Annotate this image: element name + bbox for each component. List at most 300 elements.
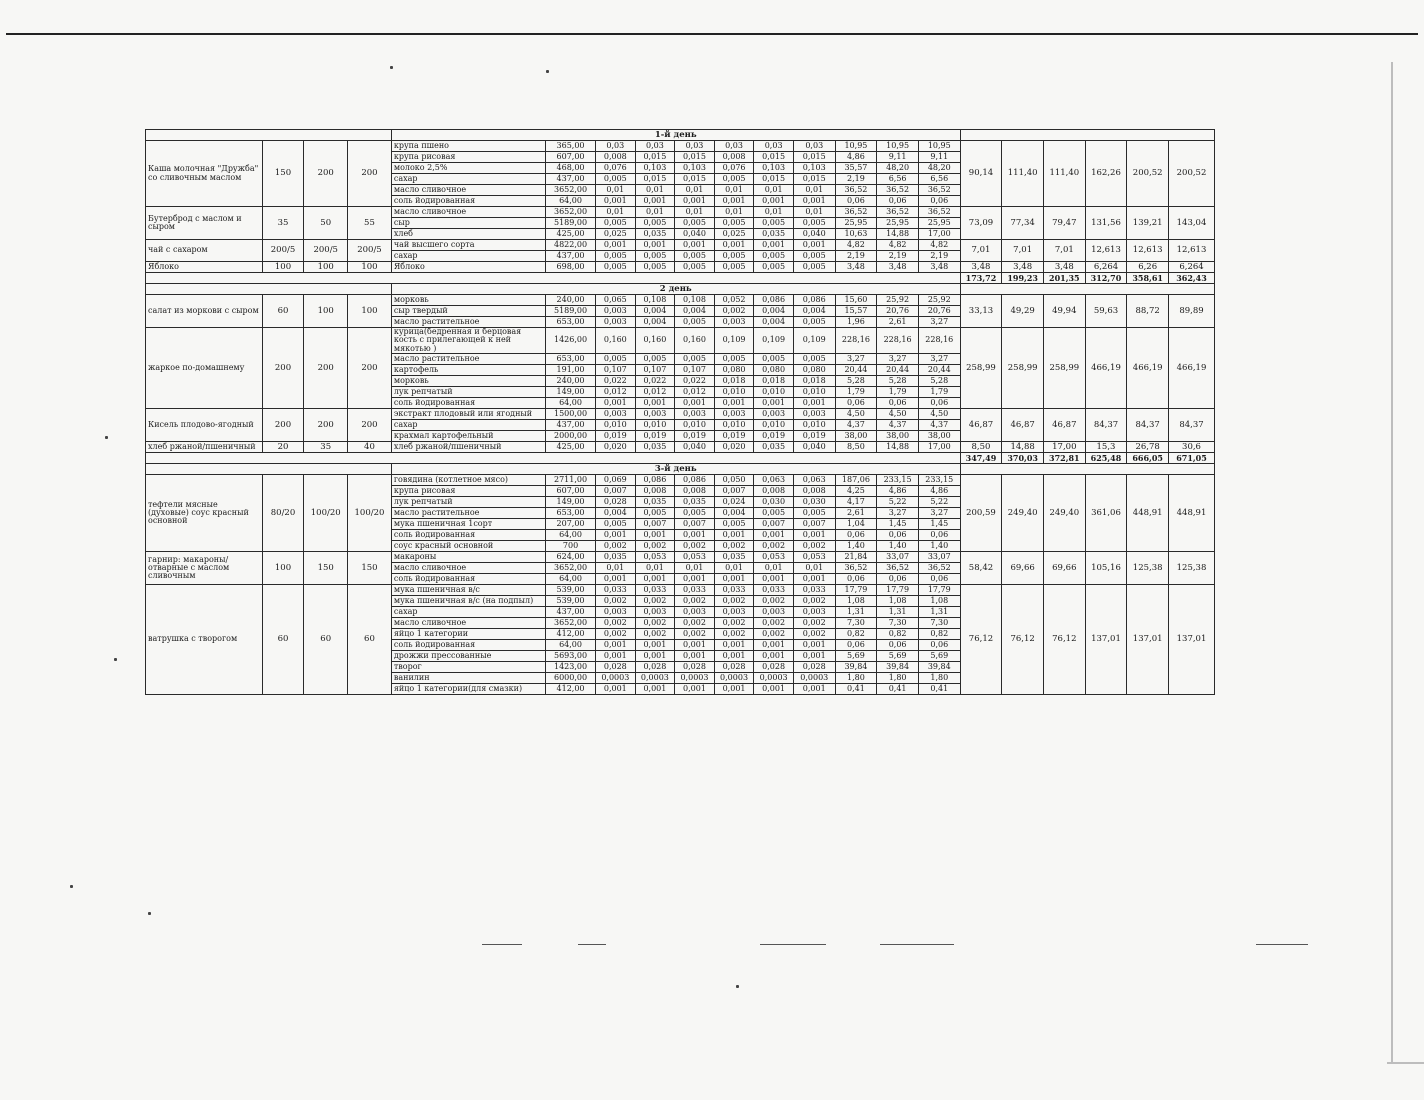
portion-size: 60 <box>262 585 304 695</box>
blank-cell <box>146 273 961 284</box>
ingredient-value: 5189,00 <box>546 218 596 229</box>
ingredient-value: 412,00 <box>546 629 596 640</box>
ingredient-value: 0,002 <box>635 541 675 552</box>
dish-total: 84,37 <box>1127 409 1169 442</box>
ingredient-name: говядина (котлетное мясо) <box>391 475 545 486</box>
ingredient-value: 5,28 <box>918 376 960 387</box>
ingredient-value: 4,25 <box>835 486 877 497</box>
ingredient-value: 1,80 <box>877 673 919 684</box>
ingredient-value: 0,03 <box>714 141 754 152</box>
ingredient-value: 0,005 <box>793 251 835 262</box>
dish-total: 200,59 <box>960 475 1002 552</box>
dish-total: 7,01 <box>1043 240 1085 262</box>
dish-name: Кисель плодово-ягодный <box>146 409 263 442</box>
blank-cell <box>146 464 392 475</box>
ingredient-value: 38,00 <box>918 431 960 442</box>
ingredient-value: 0,003 <box>754 607 794 618</box>
ingredient-value: 5,22 <box>877 497 919 508</box>
ingredient-value: 0,103 <box>675 163 715 174</box>
ingredient-value: 36,52 <box>877 185 919 196</box>
ingredient-value: 0,002 <box>793 629 835 640</box>
ingredient-value: 0,004 <box>675 306 715 317</box>
day-sum-value: 372,81 <box>1043 453 1085 464</box>
ingredient-value: 0,01 <box>793 185 835 196</box>
portion-size: 35 <box>304 442 348 453</box>
ingredient-value: 0,010 <box>754 420 794 431</box>
ingredient-value: 0,001 <box>754 684 794 695</box>
ingredient-value: 0,001 <box>675 240 715 251</box>
dish-name: жаркое по-домашнему <box>146 328 263 409</box>
ingredient-value: 1,45 <box>877 519 919 530</box>
ingredient-value: 5,28 <box>877 376 919 387</box>
ingredient-value: 0,003 <box>596 317 636 328</box>
dish-name: чай с сахаром <box>146 240 263 262</box>
ingredient-value: 0,003 <box>635 607 675 618</box>
ingredient-value: 0,019 <box>675 431 715 442</box>
ingredient-value: 0,025 <box>714 229 754 240</box>
ingredient-value: 0,076 <box>596 163 636 174</box>
ingredient-value: 4,37 <box>877 420 919 431</box>
portion-size: 200/5 <box>262 240 304 262</box>
ingredient-value: 653,00 <box>546 508 596 519</box>
day-sum-value: 312,70 <box>1085 273 1127 284</box>
ingredient-value: 0,001 <box>793 574 835 585</box>
dish-total: 143,04 <box>1169 207 1215 240</box>
ingredient-value: 0,06 <box>835 574 877 585</box>
ingredient-value: 0,028 <box>675 662 715 673</box>
ingredient-value: 0,41 <box>877 684 919 695</box>
ingredient-value: 64,00 <box>546 574 596 585</box>
ingredient-value: 0,035 <box>635 442 675 453</box>
dish-total: 76,12 <box>960 585 1002 695</box>
ingredient-value: 0,003 <box>714 409 754 420</box>
ingredient-value: 0,01 <box>635 185 675 196</box>
day-sum-row <box>146 453 1215 464</box>
ingredient-value: 624,00 <box>546 552 596 563</box>
portion-size: 200/5 <box>348 240 392 262</box>
ingredient-value: 0,0003 <box>714 673 754 684</box>
ingredient-value: 1,31 <box>877 607 919 618</box>
ingredient-value: 7,30 <box>877 618 919 629</box>
dish-total: 14,88 <box>1002 442 1044 453</box>
ingredient-value: 0,005 <box>754 262 794 273</box>
ingredient-value: 0,010 <box>714 387 754 398</box>
ingredient-value: 0,005 <box>793 218 835 229</box>
ingredient-value: 4,86 <box>918 486 960 497</box>
ingredient-name: курица(бедренная и берцовая кость с прилегающей к ней мякотью ) <box>391 328 545 354</box>
portion-size: 150 <box>304 552 348 585</box>
portion-size: 50 <box>304 207 348 240</box>
ingredient-value: 2000,00 <box>546 431 596 442</box>
ingredient-value: 0,008 <box>635 486 675 497</box>
ingredient-value: 0,019 <box>793 431 835 442</box>
ingredient-value: 4822,00 <box>546 240 596 251</box>
dish-total: 137,01 <box>1169 585 1215 695</box>
ingredient-value: 0,004 <box>754 306 794 317</box>
ingredient-value: 0,001 <box>714 640 754 651</box>
ingredient-value: 0,080 <box>714 365 754 376</box>
ingredient-value: 0,063 <box>754 475 794 486</box>
ingredient-value: 0,086 <box>635 475 675 486</box>
ingredient-value: 1,45 <box>918 519 960 530</box>
ingredient-value: 0,002 <box>635 618 675 629</box>
ingredient-value: 64,00 <box>546 530 596 541</box>
ingredient-value: 0,001 <box>793 530 835 541</box>
ingredient-value: 0,001 <box>635 574 675 585</box>
ingredient-value: 0,01 <box>596 563 636 574</box>
ingredient-value: 20,44 <box>835 365 877 376</box>
ingredient-row <box>146 552 1215 563</box>
ingredient-value: 0,015 <box>754 174 794 185</box>
ingredient-value: 0,005 <box>635 218 675 229</box>
ingredient-value: 0,005 <box>675 262 715 273</box>
ingredient-value: 0,001 <box>635 651 675 662</box>
ingredient-value: 0,001 <box>793 684 835 695</box>
ingredient-value: 0,108 <box>675 295 715 306</box>
ingredient-value: 8,50 <box>835 442 877 453</box>
ingredient-value: 0,003 <box>675 409 715 420</box>
day-title: 2 день <box>391 284 960 295</box>
ingredient-value: 0,001 <box>596 574 636 585</box>
ingredient-value: 0,033 <box>754 585 794 596</box>
portion-size: 100 <box>304 262 348 273</box>
ingredient-value: 0,065 <box>596 295 636 306</box>
ingredient-value: 0,002 <box>675 541 715 552</box>
ingredient-value: 3,48 <box>877 262 919 273</box>
blank-cell <box>146 453 961 464</box>
day-sum-value: 199,23 <box>1002 273 1044 284</box>
ingredient-value: 0,01 <box>675 207 715 218</box>
ingredient-value: 0,002 <box>714 306 754 317</box>
day-sum-value: 358,61 <box>1127 273 1169 284</box>
ingredient-value: 0,01 <box>714 207 754 218</box>
ingredient-value: 5,69 <box>835 651 877 662</box>
ingredient-value: 20,76 <box>918 306 960 317</box>
dish-total: 26,78 <box>1127 442 1169 453</box>
day-sum-row <box>146 273 1215 284</box>
ingredient-value: 2,19 <box>835 174 877 185</box>
ingredient-value: 48,20 <box>918 163 960 174</box>
ingredient-value: 0,41 <box>918 684 960 695</box>
ingredient-value: 2,19 <box>918 251 960 262</box>
day-title: 3-й день <box>391 464 960 475</box>
day-sum-value: 201,35 <box>1043 273 1085 284</box>
ingredient-value: 1,08 <box>835 596 877 607</box>
ingredient-value: 0,002 <box>793 618 835 629</box>
ingredient-value: 1,80 <box>918 673 960 684</box>
ingredient-value: 0,160 <box>675 328 715 354</box>
ingredient-value: 48,20 <box>877 163 919 174</box>
day-sum-value: 347,49 <box>960 453 1002 464</box>
dish-total: 6,264 <box>1169 262 1215 273</box>
dish-total: 137,01 <box>1085 585 1127 695</box>
portion-size: 150 <box>348 552 392 585</box>
ingredient-value: 0,008 <box>754 486 794 497</box>
ingredient-value: 0,003 <box>793 409 835 420</box>
dish-total: 12,613 <box>1085 240 1127 262</box>
ingredient-value: 1,80 <box>835 673 877 684</box>
ingredient-value: 0,033 <box>714 585 754 596</box>
ingredient-value: 0,015 <box>793 152 835 163</box>
ingredient-value: 0,0003 <box>754 673 794 684</box>
ingredient-value: 0,015 <box>754 152 794 163</box>
dish-total: 200,52 <box>1169 141 1215 207</box>
blank-cell <box>960 284 1214 295</box>
ingredient-name: молоко 2,5% <box>391 163 545 174</box>
portion-size: 100 <box>262 552 304 585</box>
ingredient-value: 0,004 <box>635 317 675 328</box>
ingredient-value: 0,005 <box>596 519 636 530</box>
dish-total: 162,26 <box>1085 141 1127 207</box>
dish-total: 466,19 <box>1169 328 1215 409</box>
ingredient-value: 0,001 <box>596 196 636 207</box>
ingredient-value: 0,01 <box>675 563 715 574</box>
ingredient-value: 0,028 <box>793 662 835 673</box>
ingredient-value: 3,27 <box>877 354 919 365</box>
ingredient-value: 0,019 <box>714 431 754 442</box>
ingredient-value: 0,003 <box>596 607 636 618</box>
ingredient-value: 0,103 <box>754 163 794 174</box>
dish-name: ватрушка с творогом <box>146 585 263 695</box>
portion-size: 200 <box>304 141 348 207</box>
dish-total: 249,40 <box>1043 475 1085 552</box>
ingredient-name: морковь <box>391 295 545 306</box>
dish-total: 76,12 <box>1043 585 1085 695</box>
ingredient-value: 0,109 <box>793 328 835 354</box>
dish-total: 89,89 <box>1169 295 1215 328</box>
ingredient-value: 0,080 <box>754 365 794 376</box>
ingredient-value: 0,005 <box>596 262 636 273</box>
dish-total: 8,50 <box>960 442 1002 453</box>
ingredient-value: 0,109 <box>714 328 754 354</box>
ingredient-value: 0,103 <box>635 163 675 174</box>
ingredient-value: 9,11 <box>877 152 919 163</box>
ingredient-value: 36,52 <box>918 563 960 574</box>
ingredient-value: 3,48 <box>918 262 960 273</box>
ingredient-name: соус красный основной <box>391 541 545 552</box>
ingredient-value: 6000,00 <box>546 673 596 684</box>
ingredient-value: 3,27 <box>918 317 960 328</box>
ingredient-value: 0,010 <box>635 420 675 431</box>
ingredient-name: крупа рисовая <box>391 152 545 163</box>
ingredient-value: 0,06 <box>877 398 919 409</box>
scan-speck <box>114 658 117 661</box>
ingredient-value: 0,015 <box>635 174 675 185</box>
ingredient-value: 33,07 <box>918 552 960 563</box>
dish-total: 17,00 <box>1043 442 1085 453</box>
day-sum-value: 666,05 <box>1127 453 1169 464</box>
ingredient-value: 0,06 <box>877 640 919 651</box>
ingredient-value: 4,82 <box>877 240 919 251</box>
day-sum-value: 362,43 <box>1169 273 1215 284</box>
ingredient-value: 0,001 <box>596 240 636 251</box>
ingredient-value: 1,08 <box>877 596 919 607</box>
dish-total: 111,40 <box>1043 141 1085 207</box>
dish-total: 33,13 <box>960 295 1002 328</box>
ingredient-name: экстракт плодовый или ягодный <box>391 409 545 420</box>
ingredient-value: 0,035 <box>635 229 675 240</box>
ingredient-value: 0,001 <box>635 640 675 651</box>
dish-total: 84,37 <box>1169 409 1215 442</box>
dish-total: 76,12 <box>1002 585 1044 695</box>
ingredient-value: 0,001 <box>754 398 794 409</box>
ingredient-value: 0,028 <box>596 497 636 508</box>
ingredient-value: 0,022 <box>596 376 636 387</box>
ingredient-value: 0,001 <box>675 530 715 541</box>
ingredient-value: 0,019 <box>596 431 636 442</box>
ingredient-value: 0,001 <box>714 651 754 662</box>
ingredient-value: 0,028 <box>754 662 794 673</box>
ingredient-value: 4,37 <box>918 420 960 431</box>
ingredient-value: 149,00 <box>546 387 596 398</box>
ingredient-value: 0,003 <box>754 409 794 420</box>
portion-size: 200/5 <box>304 240 348 262</box>
ingredient-value: 0,001 <box>635 530 675 541</box>
dish-total: 3,48 <box>1043 262 1085 273</box>
ingredient-name: дрожжи прессованные <box>391 651 545 662</box>
ingredient-value: 0,005 <box>675 251 715 262</box>
ingredient-value: 0,002 <box>635 596 675 607</box>
ingredient-value: 36,52 <box>835 207 877 218</box>
dish-name: салат из моркови с сыром <box>146 295 263 328</box>
ingredient-value: 149,00 <box>546 497 596 508</box>
ingredient-value: 3652,00 <box>546 185 596 196</box>
portion-size: 60 <box>262 295 304 328</box>
dish-total: 448,91 <box>1169 475 1215 552</box>
ingredient-value: 0,001 <box>675 574 715 585</box>
ingredient-value: 1,08 <box>918 596 960 607</box>
ingredient-value: 1,40 <box>835 541 877 552</box>
ingredient-value: 1500,00 <box>546 409 596 420</box>
ingredient-value: 0,005 <box>714 354 754 365</box>
ingredient-value: 33,07 <box>877 552 919 563</box>
ingredient-value: 700 <box>546 541 596 552</box>
ingredient-value: 0,107 <box>675 365 715 376</box>
ingredient-value: 36,52 <box>918 185 960 196</box>
ingredient-value: 0,01 <box>675 185 715 196</box>
ingredient-row <box>146 295 1215 306</box>
portion-size: 100/20 <box>348 475 392 552</box>
ingredient-value: 0,033 <box>675 585 715 596</box>
signature-line <box>482 944 522 945</box>
ingredient-value: 0,001 <box>754 574 794 585</box>
ingredient-value: 0,012 <box>635 387 675 398</box>
scan-speck <box>105 436 108 439</box>
dish-total: 69,66 <box>1002 552 1044 585</box>
ingredient-name: масло растительное <box>391 508 545 519</box>
ingredient-value: 39,84 <box>918 662 960 673</box>
ingredient-value: 468,00 <box>546 163 596 174</box>
ingredient-name: мука пшеничная в/с <box>391 585 545 596</box>
dish-total: 77,34 <box>1002 207 1044 240</box>
ingredient-value: 20,44 <box>877 365 919 376</box>
ingredient-row <box>146 328 1215 354</box>
ingredient-value: 0,001 <box>635 196 675 207</box>
portion-size: 100/20 <box>304 475 348 552</box>
ingredient-value: 15,60 <box>835 295 877 306</box>
ingredient-value: 39,84 <box>877 662 919 673</box>
ingredient-name: морковь <box>391 376 545 387</box>
ingredient-name: хлеб ржаной/пшеничный <box>391 442 545 453</box>
dish-total: 15,3 <box>1085 442 1127 453</box>
ingredient-value: 0,050 <box>714 475 754 486</box>
ingredient-value: 0,001 <box>596 530 636 541</box>
ingredient-value: 0,001 <box>714 684 754 695</box>
ingredient-value: 3652,00 <box>546 207 596 218</box>
ingredient-value: 3,27 <box>918 354 960 365</box>
ingredient-value: 36,52 <box>877 563 919 574</box>
ingredient-value: 0,028 <box>596 662 636 673</box>
ingredient-value: 0,010 <box>714 420 754 431</box>
scan-speck <box>70 885 73 888</box>
ingredient-value: 0,005 <box>675 218 715 229</box>
ingredient-value: 0,005 <box>793 317 835 328</box>
ingredient-value: 0,004 <box>596 508 636 519</box>
ingredient-value: 0,109 <box>754 328 794 354</box>
ingredient-value: 0,069 <box>596 475 636 486</box>
ingredient-value: 0,01 <box>793 207 835 218</box>
ingredient-value: 0,002 <box>754 596 794 607</box>
dish-total: 49,29 <box>1002 295 1044 328</box>
ingredient-value: 25,95 <box>835 218 877 229</box>
dish-total: 73,09 <box>960 207 1002 240</box>
ingredient-value: 5,69 <box>877 651 919 662</box>
ingredient-value: 0,005 <box>754 354 794 365</box>
ingredient-value: 0,002 <box>714 629 754 640</box>
ingredient-value: 0,82 <box>877 629 919 640</box>
ingredient-name: Яблоко <box>391 262 545 273</box>
dish-total: 105,16 <box>1085 552 1127 585</box>
ingredient-value: 0,020 <box>596 442 636 453</box>
ingredient-value: 233,15 <box>877 475 919 486</box>
dish-total: 139,21 <box>1127 207 1169 240</box>
ingredient-value: 2,19 <box>835 251 877 262</box>
ingredient-value: 0,002 <box>714 618 754 629</box>
dish-total: 125,38 <box>1127 552 1169 585</box>
ingredient-value: 38,00 <box>877 431 919 442</box>
ingredient-value: 0,053 <box>793 552 835 563</box>
ingredient-value: 653,00 <box>546 354 596 365</box>
dish-total: 88,72 <box>1127 295 1169 328</box>
ingredient-value: 228,16 <box>877 328 919 354</box>
ingredient-value: 0,01 <box>754 185 794 196</box>
dish-name: Яблоко <box>146 262 263 273</box>
ingredient-value: 35,57 <box>835 163 877 174</box>
portion-size: 60 <box>304 585 348 695</box>
ingredient-value: 0,015 <box>635 152 675 163</box>
ingredient-value: 0,005 <box>635 508 675 519</box>
ingredient-value: 0,005 <box>754 218 794 229</box>
ingredient-value: 17,00 <box>918 229 960 240</box>
dish-total: 12,613 <box>1127 240 1169 262</box>
ingredient-value: 0,06 <box>877 196 919 207</box>
ingredient-name: хлеб <box>391 229 545 240</box>
ingredient-value: 3652,00 <box>546 618 596 629</box>
ingredient-value: 4,50 <box>918 409 960 420</box>
ingredient-value: 0,01 <box>754 207 794 218</box>
ingredient-value: 0,080 <box>793 365 835 376</box>
ingredient-value: 3,48 <box>835 262 877 273</box>
ingredient-value: 10,63 <box>835 229 877 240</box>
ingredient-value: 0,012 <box>596 387 636 398</box>
ingredient-row <box>146 207 1215 218</box>
ingredient-value: 0,019 <box>635 431 675 442</box>
ingredient-value: 0,033 <box>635 585 675 596</box>
ingredient-value: 0,002 <box>675 596 715 607</box>
ingredient-name: масло растительное <box>391 317 545 328</box>
ingredient-value: 25,95 <box>877 218 919 229</box>
ingredient-value: 5693,00 <box>546 651 596 662</box>
